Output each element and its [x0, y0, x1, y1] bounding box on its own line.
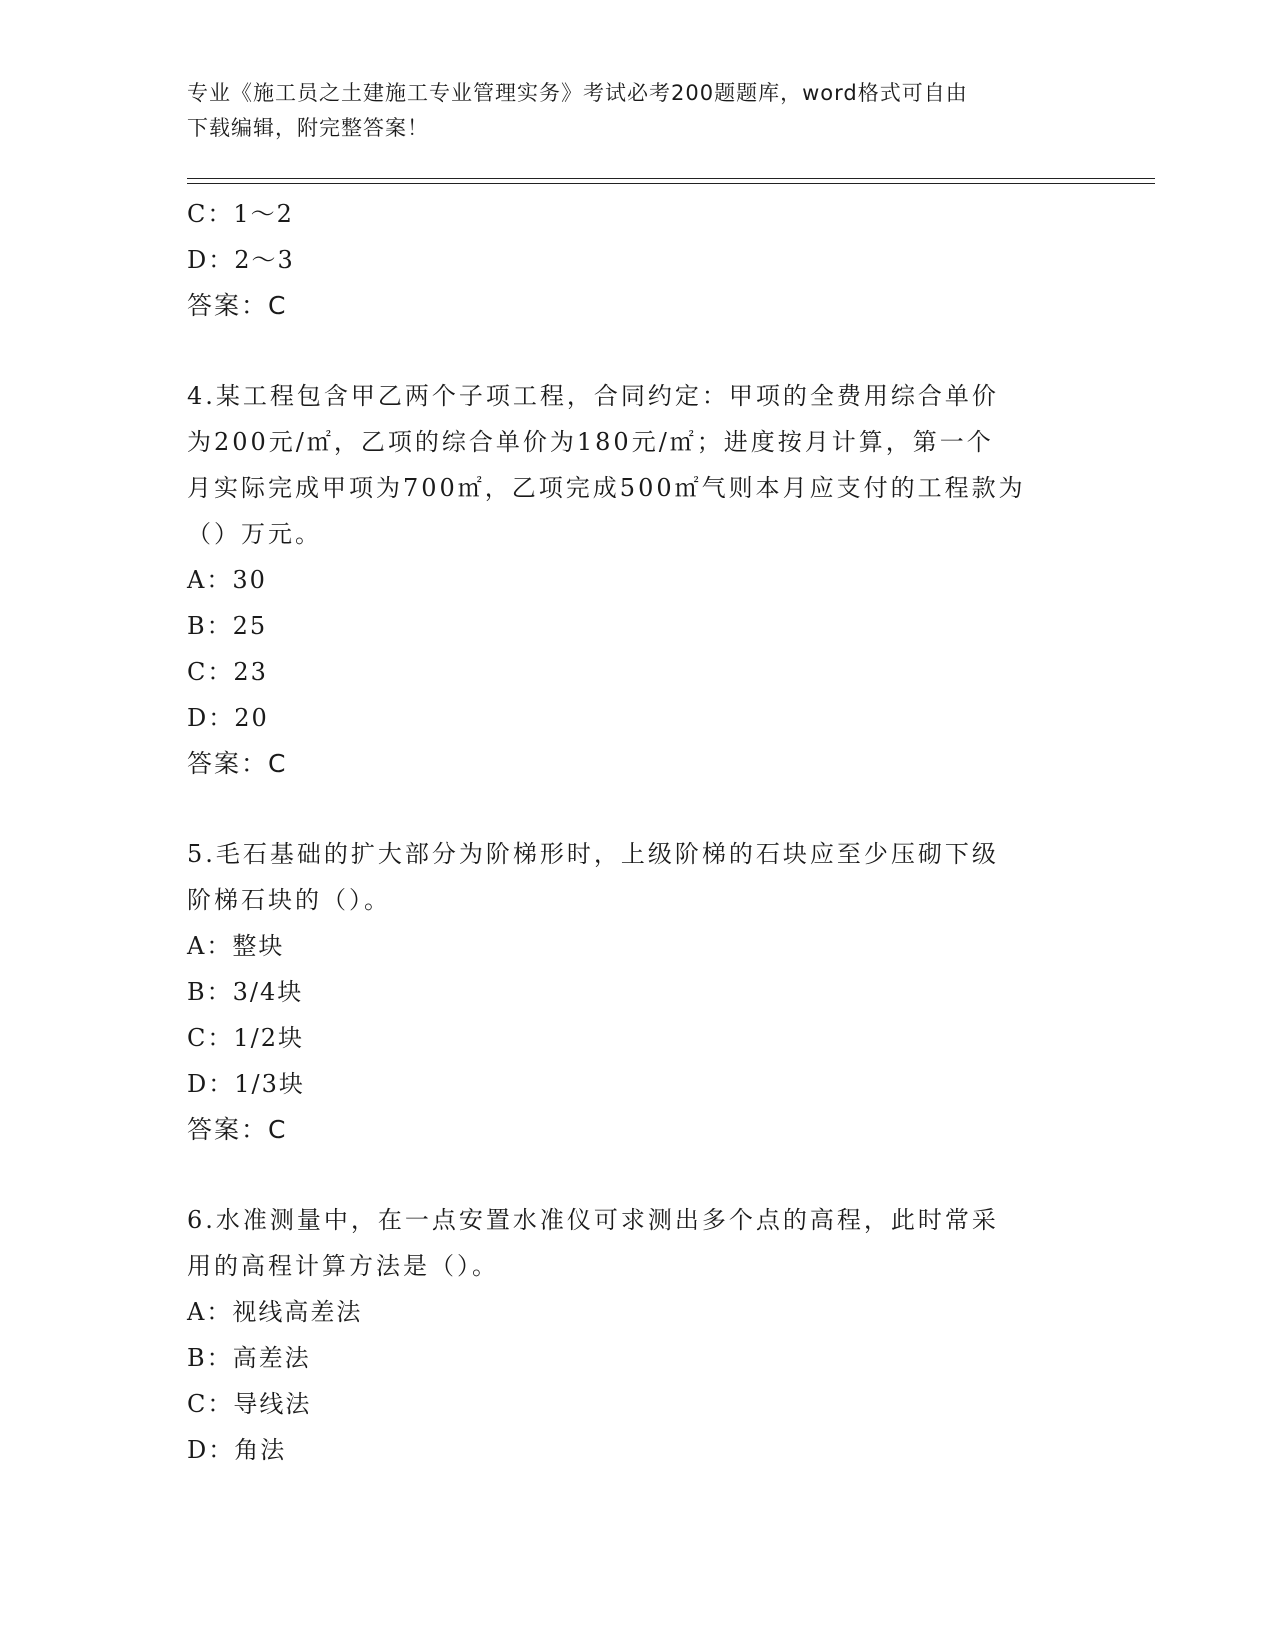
question-text: [187, 831, 1087, 923]
question-line: 6.水准测量中，在一点安置水准仪可求测出多个点的高程，此时常采: [187, 1206, 999, 1234]
question-text: [187, 1197, 1087, 1289]
question-line: 用的高程计算方法是（）。: [187, 1252, 499, 1280]
option-d: D：1/3块: [187, 1070, 305, 1098]
option-b: B：3/4块: [187, 978, 304, 1006]
option-c: C：1～2: [187, 200, 294, 228]
document-body: [187, 191, 1087, 1473]
answer-line: 答案：C: [187, 1115, 288, 1144]
question-line: 为200元/㎡，乙项的综合单价为180元/㎡；进度按月计算，第一个: [187, 428, 994, 456]
option-c: C：23: [187, 658, 268, 686]
option-c: C：1/2块: [187, 1024, 304, 1052]
header-line-2: 下载编辑，附完整答案！: [187, 116, 429, 140]
option-c: C：导线法: [187, 1390, 312, 1418]
option-d: D：2～3: [187, 246, 295, 274]
question-4: [187, 373, 1087, 787]
header-line-1: 专业《施工员之土建施工专业管理实务》考试必考200题题库，word格式可自由: [187, 81, 968, 105]
header-divider-bottom: [187, 183, 1155, 184]
document-header: [187, 76, 1087, 146]
question-line: 5.毛石基础的扩大部分为阶梯形时，上级阶梯的石块应至少压砌下级: [187, 840, 999, 868]
question-5: [187, 831, 1087, 1153]
question-6: [187, 1197, 1087, 1473]
option-a: A：视线高差法: [187, 1298, 363, 1326]
answer-line: 答案：C: [187, 749, 288, 778]
option-d: D：20: [187, 704, 269, 732]
question-line: 月实际完成甲项为700㎡，乙项完成500㎡气则本月应支付的工程款为: [187, 474, 1026, 502]
question-line: 阶梯石块的（）。: [187, 886, 391, 914]
question-line: （）万元。: [187, 520, 322, 548]
question-line: 4.某工程包含甲乙两个子项工程，合同约定：甲项的全费用综合单价: [187, 382, 999, 410]
answer-line: 答案：C: [187, 291, 288, 320]
question-3-continued: [187, 191, 1087, 329]
option-a: A：整块: [187, 932, 285, 960]
header-divider-top: [187, 178, 1155, 179]
option-a: A：30: [187, 566, 267, 594]
option-d: D：角法: [187, 1436, 287, 1464]
option-b: B：高差法: [187, 1344, 311, 1372]
question-text: [187, 373, 1087, 557]
option-b: B：25: [187, 612, 268, 640]
